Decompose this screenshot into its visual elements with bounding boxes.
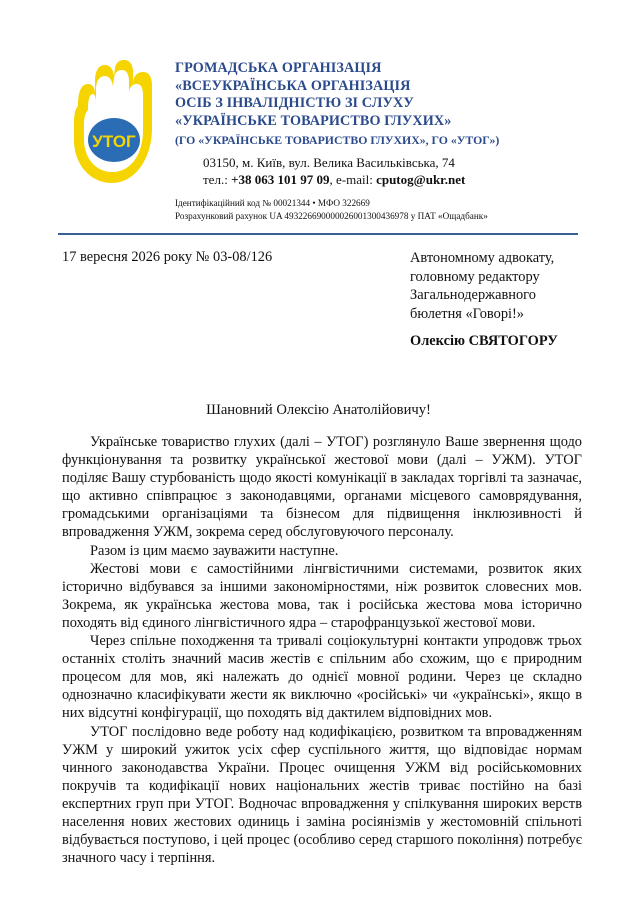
body-paragraph: Жестові мови є самостійними лінгвістичними системами, розвиток яких історично відбувався за іншими закономірностями, ніж розвиток словесних мов. Зокрема, як українська жестова мова, так і російська жестова мова історично походять від єдиного лінгвістичного ядра – старофранцузької жестової мови.: [62, 560, 582, 631]
letterhead-divider: [58, 233, 578, 235]
recipient-line: бюлетня «Говорі!»: [410, 305, 525, 322]
recipient-block: [410, 249, 610, 323]
recipient-name: Олексію СВЯТОГОРУ: [410, 333, 558, 349]
recipient-line: Автономному адвокату,: [410, 250, 555, 266]
registration-info: [175, 197, 488, 223]
phone-label: тел.:: [203, 171, 232, 187]
recipient-line: головному редактору: [410, 268, 540, 285]
phone-number[interactable]: +38 063 101 97 09: [231, 171, 330, 187]
id-code-line: Ідентифікаційний код № 00021344 • МФО 322669: [175, 198, 370, 208]
org-title-line: «ВСЕУКРАЇНСЬКА ОРГАНІЗАЦІЯ: [175, 77, 411, 94]
recipient-line: Загальнодержавного: [410, 287, 536, 303]
contact-block: [203, 155, 465, 188]
letter-body: [62, 433, 582, 867]
date-reference: 17 вересня 2026 року № 03-08/126: [62, 249, 273, 265]
salutation: Шановний Олексію Анатолійовичу!: [206, 402, 431, 418]
utog-hand-logo: [60, 60, 164, 186]
bank-account-line: Розрахунковий рахунок UA 493226690000026001300436978 у ПАТ «Ощадбанк»: [175, 211, 488, 221]
email-address[interactable]: cputog@ukr.net: [376, 171, 466, 187]
org-title-line: «УКРАЇНСЬКЕ ТОВАРИСТВО ГЛУХИХ»: [175, 112, 452, 129]
body-paragraph: Українське товариство глухих (далі – УТОГ) розглянуло Ваше звернення щодо функціонування та розвитку української жестової мови (далі – УЖМ). УТОГ поділяє Вашу стурбованість щодо якості комунікації в закладах торгівлі та зазначає, що активно співпрацює з законодавцями, органами місцевого самоврядування, громадськими організаціями та бізнесом для підвищення інклюзивності й впровадження УЖМ, зокрема серед обслуговуючого персоналу.: [62, 434, 582, 541]
org-title: [175, 60, 615, 130]
email-label: , e-mail:: [329, 171, 377, 187]
org-title-line: ОСІБ З ІНВАЛІДНІСТЮ ЗІ СЛУХУ: [175, 95, 414, 111]
body-paragraph: Через спільне походження та тривалі соціокультурні контакти упродовж трьох останніх століть значний масив жестів є спільним або схожим, що є природним процесом для мов, які належать до однієї мовної родини. Через це складно однозначно класифікувати жести як виключно «російські» чи «українські», якщо в них відсутні конфігурації, що походять від дактилем відповідних мов.: [62, 633, 582, 722]
org-short-name: (ГО «УКРАЇНСЬКЕ ТОВАРИСТВО ГЛУХИХ», ГО «УТОГ»): [175, 133, 500, 147]
body-paragraph: УТОГ послідовно веде роботу над кодифікацією, розвитком та впровадженням УЖМ у широкий ужиток усіх сфер суспільного життя, що відповідає нормам чинного законодавства України. Процес очищення УЖМ від російськомовних покручів та кодифікації нових національних жестів триває постійно на базі експертних груп при УТОГ. Водночас впровадження у спілкування широких верств населення нових жестових одиниць і заміна росіянізмів у жестомовній спільноті відбувається поступово, і цей процес (особливо серед старшого покоління) потребує значного часу і терпіння.: [62, 723, 582, 867]
body-paragraph: Разом із цим маємо зауважити наступне.: [90, 542, 339, 559]
contact-line: [203, 172, 465, 189]
logo-text: УТОГ: [92, 132, 136, 151]
postal-address: 03150, м. Київ, вул. Велика Васильківська, 74: [203, 155, 455, 170]
org-title-line: ГРОМАДСЬКА ОРГАНІЗАЦІЯ: [175, 60, 382, 76]
